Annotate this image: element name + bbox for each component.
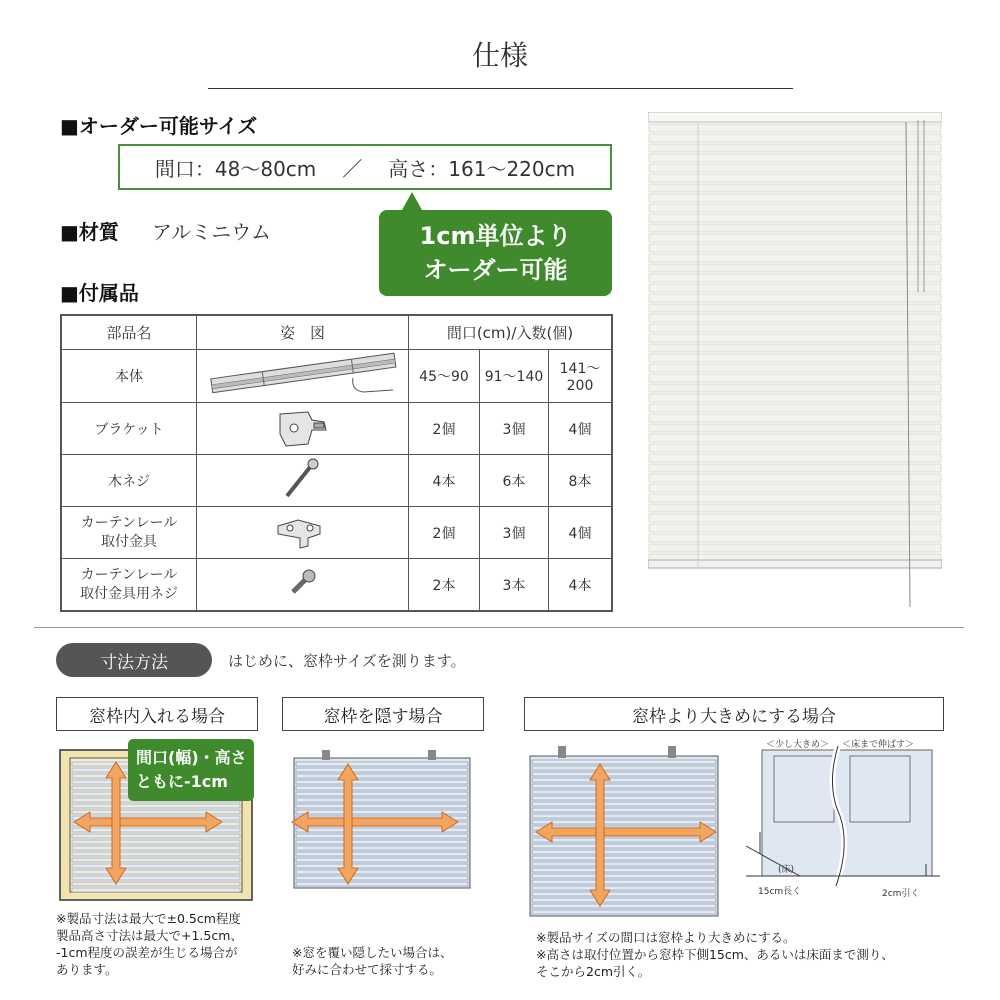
qty-cell: 4個 (549, 507, 613, 559)
tag-line-2: ともに-1cm (136, 772, 228, 791)
label-to-floor: ＜床まで伸ばす＞ (842, 740, 915, 750)
size-heading: ■オーダー可能サイズ (60, 114, 258, 138)
qty-cell: 2本 (409, 559, 480, 612)
accessories-heading: ■付属品 (60, 281, 139, 305)
header-quantity: 間口(cm)/入数(個) (409, 315, 613, 350)
material-heading: ■材質 (60, 220, 119, 244)
part-name: カーテンレール 取付金具 (61, 507, 197, 559)
fitting-screw-icon (197, 559, 409, 612)
qty-cell: 45～90 (409, 350, 480, 403)
measure-intro: はじめに、窓枠サイズを測ります。 (228, 652, 466, 670)
larger-frame-illustration (528, 744, 728, 920)
qty-cell: 2個 (409, 403, 480, 455)
floor-diagram (740, 736, 946, 896)
label-2cm: 2cm引く (882, 889, 920, 899)
qty-cell: 3本 (480, 559, 549, 612)
part-name: カーテンレール 取付金具用ネジ (61, 559, 197, 612)
part-name: ブラケット (61, 403, 197, 455)
qty-cell: 3個 (480, 507, 549, 559)
height-range: 高さ：161～220cm (388, 156, 576, 181)
qty-cell: 141～200 (549, 350, 613, 403)
page-title: 仕様 (471, 39, 528, 72)
section-divider (34, 627, 964, 628)
label-slightly-larger: ＜少し大きめ＞ (766, 740, 830, 750)
tag-line-1: 間口(幅)・高さ (136, 748, 247, 767)
case1-note: ※製品寸法は最大で±0.5cm程度 製品高さ寸法は最大で+1.5cm、 -1cm程度の誤差が生じる場合が あります。 (56, 911, 243, 977)
label-15cm: 15cm長く (758, 887, 802, 897)
accessories-table (60, 314, 613, 612)
curtain-rail-fitting-icon (197, 507, 409, 559)
case3-note: ※製品サイズの間口は窓枠より大きめにする。 ※高さは取付位置から窓枠下側15cm、あるいは床面まで測り、 そこから2cm引く。 (536, 930, 894, 979)
part-name: 木ネジ (61, 455, 197, 507)
qty-cell: 4個 (549, 403, 613, 455)
case-title-cover: 窓枠を隠す場合 (282, 697, 484, 731)
width-range: 間口：48～80cm (154, 156, 317, 181)
label-floor: (床) (778, 865, 795, 875)
table-row (61, 455, 612, 507)
callout-pointer (402, 192, 422, 210)
callout-line-1: 1cm単位より (419, 222, 572, 250)
table-header-row (61, 315, 612, 350)
case-title-inside: 窓枠内入れる場合 (56, 697, 258, 731)
title-underline (208, 88, 793, 89)
qty-cell: 2個 (409, 507, 480, 559)
inside-minus-tag (128, 739, 254, 801)
callout-line-2: オーダー可能 (423, 256, 568, 284)
qty-cell: 4本 (549, 559, 613, 612)
qty-cell: 4本 (409, 455, 480, 507)
qty-cell: 91～140 (480, 350, 549, 403)
qty-cell: 8本 (549, 455, 613, 507)
table-row (61, 350, 612, 403)
blind-headrail-icon (197, 350, 409, 403)
table-row (61, 403, 612, 455)
table-row (61, 507, 612, 559)
cover-frame-illustration (288, 750, 478, 890)
case2-note: ※窓を覆い隠したい場合は、 好みに合わせて採寸する。 (292, 945, 453, 977)
order-unit-callout (379, 210, 612, 296)
material-value: アルミニウム (152, 220, 271, 244)
bracket-icon (197, 403, 409, 455)
measure-method-pill: 寸法方法 (56, 643, 212, 677)
header-figure: 姿 図 (197, 315, 409, 350)
header-part-name: 部品名 (61, 315, 197, 350)
part-name: 本体 (61, 350, 197, 403)
size-box (118, 144, 612, 190)
blind-product-image (648, 112, 942, 612)
case-title-larger: 窓枠より大きめにする場合 (524, 697, 944, 731)
wood-screw-icon (197, 455, 409, 507)
qty-cell: 3個 (480, 403, 549, 455)
qty-cell: 6本 (480, 455, 549, 507)
table-row (61, 559, 612, 612)
size-separator: ／ (342, 156, 363, 181)
